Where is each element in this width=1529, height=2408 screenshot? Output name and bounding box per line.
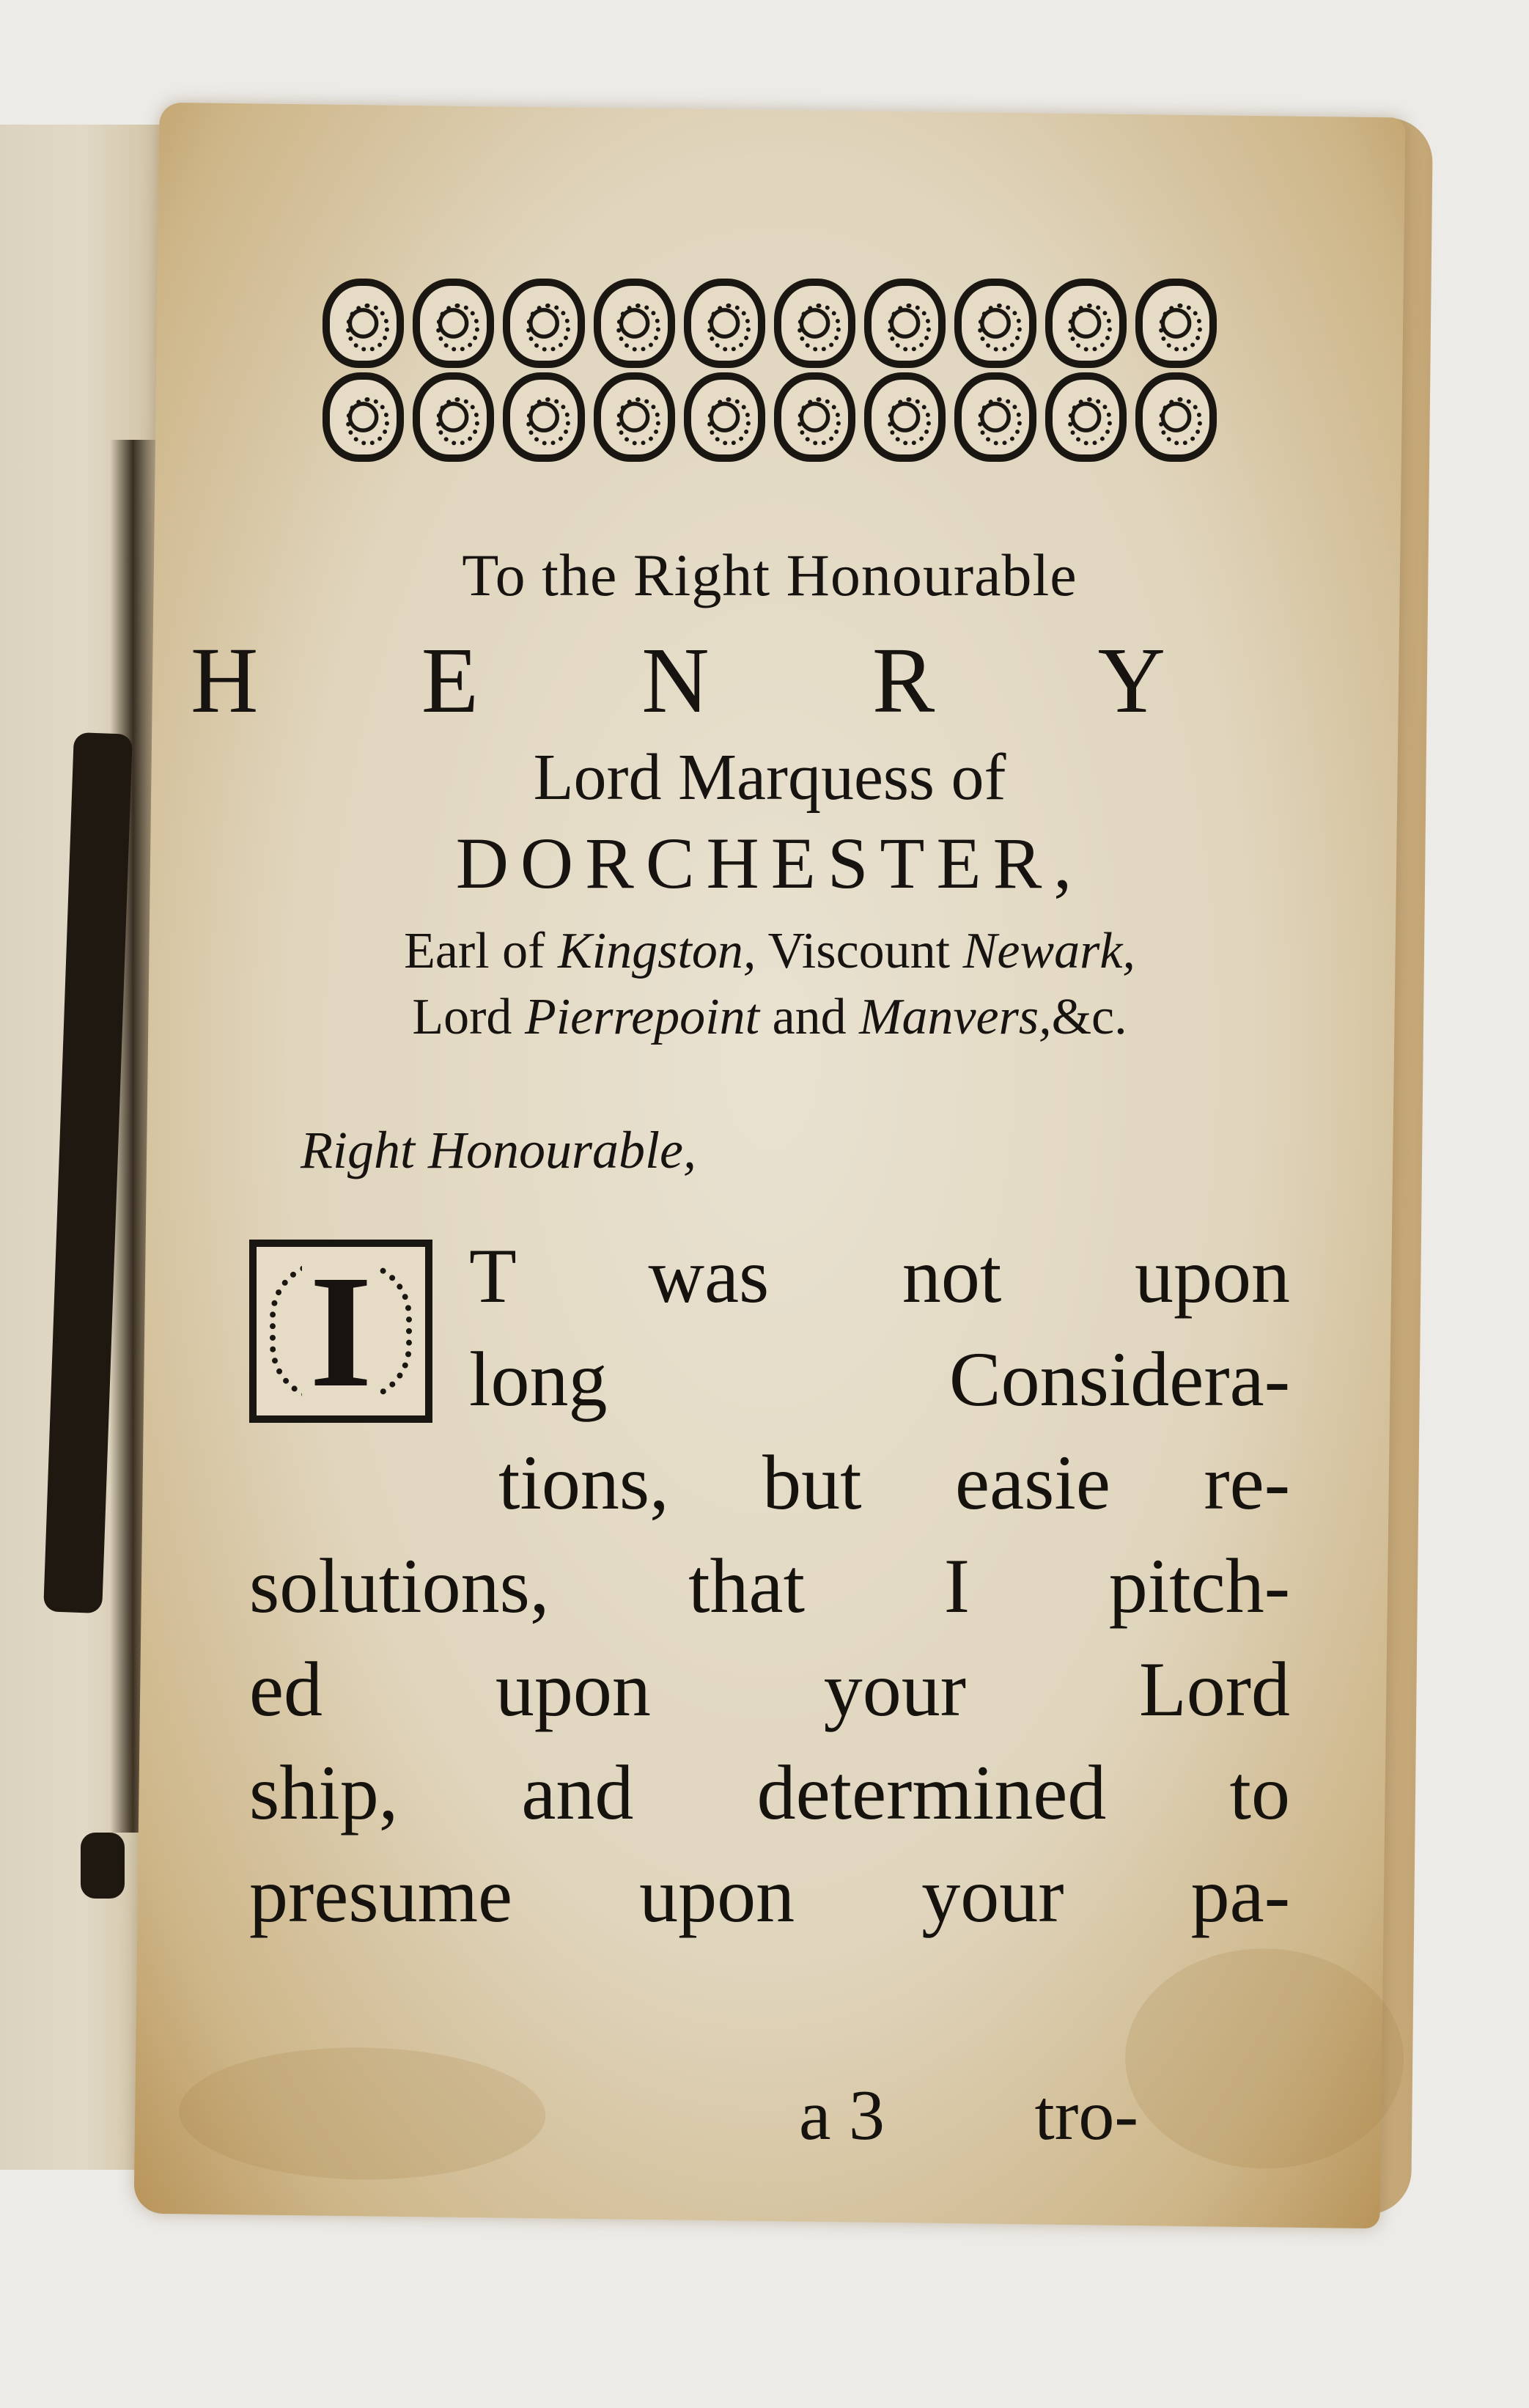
ornament-cell (1135, 279, 1217, 368)
ornament-cell (684, 372, 765, 462)
page-content (191, 279, 1290, 1948)
ornament-cell (1135, 372, 1217, 462)
ornament-cell (594, 279, 675, 368)
titles-line-1 (249, 918, 1290, 984)
titles-italic: Kingston, (558, 923, 756, 980)
ornament-cell (684, 279, 765, 368)
ornament-cell (323, 279, 404, 368)
ornament-cell (594, 372, 675, 462)
foxing-stain (1124, 1947, 1405, 2170)
name-letter: H (191, 628, 259, 733)
titles-italic: Pierrepoint (524, 989, 760, 1046)
name-letter: E (421, 628, 479, 733)
dedicatee-name (191, 629, 1165, 732)
ornament-cell (413, 279, 494, 368)
titles-text: Earl of (404, 923, 558, 980)
titles-text: Lord (412, 989, 525, 1046)
body-line: long Considera- (469, 1336, 1290, 1422)
titles-italic: Manvers, (859, 989, 1052, 1046)
body-line: ed upon your Lord (249, 1646, 1290, 1732)
initial-letter: I (302, 1251, 380, 1412)
ornament-cell (1045, 279, 1127, 368)
titles-text: &c. (1051, 989, 1127, 1046)
body-text-block (249, 1225, 1290, 1948)
name-letter: Y (1097, 628, 1165, 733)
ornament-cell (954, 372, 1036, 462)
ornament-cell (864, 372, 946, 462)
additional-titles (249, 918, 1290, 1050)
foxing-stain (178, 2045, 546, 2181)
signature-line (799, 2074, 1138, 2157)
signature-mark: a 3 (799, 2076, 885, 2155)
ornamental-headpiece (323, 279, 1217, 462)
ornament-cell (954, 279, 1036, 368)
body-line: presume upon your pa- (249, 1852, 1290, 1939)
titles-italic: Newark, (962, 923, 1135, 980)
body-line: ship, and determined to (249, 1749, 1290, 1836)
titles-text: Viscount (756, 923, 963, 980)
ornament-cell (413, 372, 494, 462)
dorchester-title: DORCHESTER, (455, 822, 1084, 905)
marquess-title: Lord Marquess of (533, 740, 1006, 814)
ornament-cell (503, 372, 584, 462)
ornament-cell (503, 279, 584, 368)
body-line: tions, but easie re- (498, 1439, 1290, 1525)
binding-stitch-lower (81, 1833, 125, 1899)
ornament-cell (864, 279, 946, 368)
catchword: tro- (1034, 2076, 1138, 2155)
salutation: Right Honourable, (301, 1120, 696, 1179)
body-line: T was not upon (469, 1232, 1290, 1319)
ornament-cell (323, 372, 404, 462)
dedication-line: To the Right Honourable (462, 542, 1077, 608)
name-letter: R (872, 628, 935, 733)
titles-text: and (759, 989, 860, 1046)
decorated-initial (249, 1240, 432, 1423)
titles-line-2 (249, 984, 1290, 1050)
ornament-cell (774, 372, 855, 462)
name-letter: N (641, 628, 710, 733)
body-line: solutions, that I pitch- (249, 1542, 1290, 1629)
ornament-cell (774, 279, 855, 368)
ornament-cell (1045, 372, 1127, 462)
